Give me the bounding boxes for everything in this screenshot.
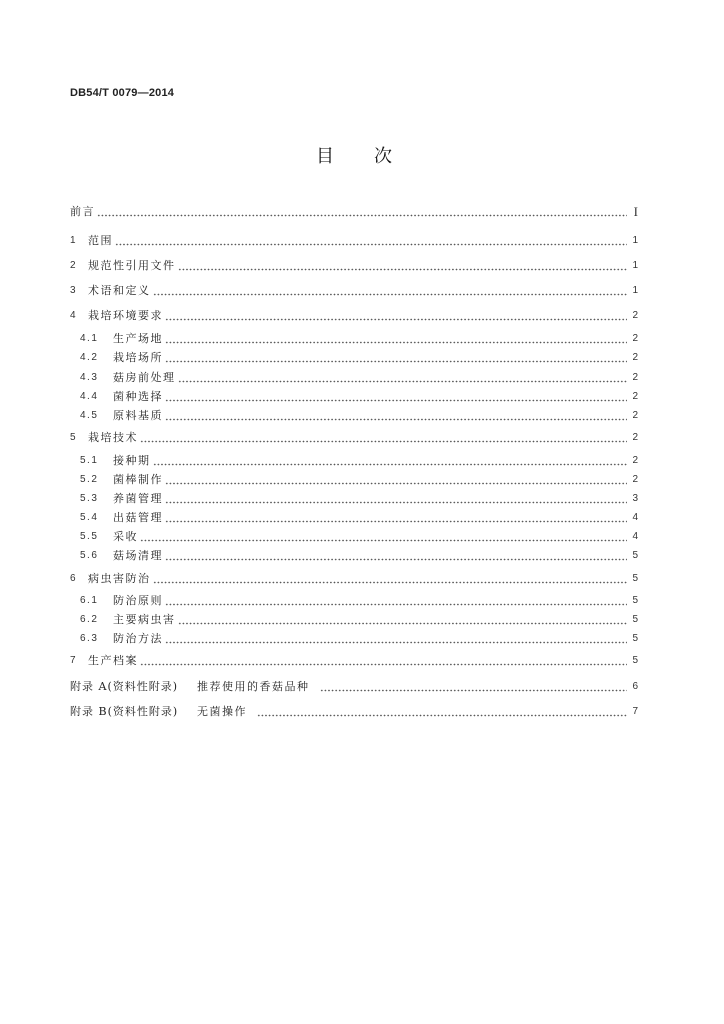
- toc-entry-4-1[interactable]: [80, 332, 638, 346]
- dot-leader: [165, 492, 627, 506]
- toc-entry-title: 病虫害防治: [88, 572, 151, 585]
- toc-entry-page: 5: [632, 633, 638, 644]
- toc-entry-page: 2: [632, 352, 638, 363]
- toc-entry-4-5[interactable]: [80, 409, 638, 423]
- toc-entry-title: 原料基质: [113, 409, 163, 422]
- toc-entry-4-2[interactable]: [80, 351, 638, 365]
- toc-entry-5-6[interactable]: [80, 549, 638, 563]
- toc-entry-number: 5.5: [80, 531, 99, 542]
- toc-entry-title: 推荐使用的香菇品种: [197, 680, 310, 693]
- toc-entry-number: 4.3: [80, 372, 99, 383]
- dot-leader: [320, 680, 628, 694]
- toc-entry-number: 5.2: [80, 474, 99, 485]
- toc-entry-title: 出菇管理: [113, 511, 163, 524]
- toc-entry-title: 规范性引用文件: [88, 259, 176, 272]
- toc-entry-number: 6: [70, 573, 76, 584]
- dot-leader: [178, 613, 628, 627]
- dot-leader: [140, 530, 627, 544]
- toc-entry-page: I: [633, 204, 638, 219]
- toc-entry-number: 5.6: [80, 550, 99, 561]
- toc-entry-number: 6.3: [80, 633, 99, 644]
- toc-entry-page: 2: [632, 391, 638, 402]
- toc-entry-number: 2: [70, 260, 76, 271]
- toc-entry-number: 4.5: [80, 410, 99, 421]
- toc-entry-title: 前言: [70, 205, 95, 218]
- dot-leader: [165, 309, 627, 323]
- dot-leader: [165, 632, 627, 646]
- toc-entry-appendix-a[interactable]: [70, 680, 638, 694]
- toc-entry-page: 2: [632, 310, 638, 321]
- toc-entry-page: 7: [632, 706, 638, 717]
- dot-leader: [153, 572, 628, 586]
- toc-entry-page: 2: [632, 372, 638, 383]
- toc-entry-page: 5: [632, 614, 638, 625]
- toc-entry-title: 防治方法: [113, 632, 163, 645]
- toc-entry-number: 4.4: [80, 391, 99, 402]
- toc-entry-title: 无菌操作: [197, 705, 247, 718]
- toc-entry-title: 生产场地: [113, 332, 163, 345]
- toc-entry-page: 1: [632, 235, 638, 246]
- toc-entry-title: 养菌管理: [113, 492, 163, 505]
- toc-entry-5-5[interactable]: [80, 530, 638, 544]
- toc-entry-6-2[interactable]: [80, 613, 638, 627]
- toc-entry-page: 2: [632, 410, 638, 421]
- toc-entry-5-4[interactable]: [80, 511, 638, 525]
- toc-entry-5-3[interactable]: [80, 492, 638, 506]
- toc-entry-page: 5: [632, 550, 638, 561]
- dot-leader: [165, 390, 627, 404]
- toc-entry-page: 3: [632, 493, 638, 504]
- toc-entry-number: 4.2: [80, 352, 99, 363]
- toc-entry-page: 4: [632, 512, 638, 523]
- dot-leader: [165, 549, 627, 563]
- page-title: 目次: [316, 146, 432, 167]
- toc-entry-page: 4: [632, 531, 638, 542]
- dot-leader: [153, 284, 628, 298]
- toc-entry-title: 主要病虫害: [113, 613, 176, 626]
- toc-entry-4-3[interactable]: [80, 371, 638, 385]
- toc-entry-title: 栽培场所: [113, 351, 163, 364]
- toc-entry-title: 生产档案: [88, 654, 138, 667]
- toc-entry-1[interactable]: [70, 234, 638, 248]
- toc-entry-title: 菇房前处理: [113, 371, 176, 384]
- toc-entry-page: 2: [632, 432, 638, 443]
- toc-entry-number: 5.4: [80, 512, 99, 523]
- toc-entry-page: 2: [632, 474, 638, 485]
- toc-entry-4[interactable]: [70, 309, 638, 323]
- toc-entry-title: 栽培环境要求: [88, 309, 163, 322]
- toc-entry-number: 4: [70, 310, 76, 321]
- toc-entry-6-1[interactable]: [80, 594, 638, 608]
- toc-entry-page: 1: [632, 260, 638, 271]
- toc-appendix-designator: 附录 A(资料性附录): [70, 680, 179, 693]
- toc-entry-title: 范围: [88, 234, 113, 247]
- dot-leader: [165, 473, 627, 487]
- toc-entry-title: 采收: [113, 530, 138, 543]
- toc-entry-page: 1: [632, 285, 638, 296]
- toc-entry-number: 1: [70, 235, 76, 246]
- toc-entry-number: 5.3: [80, 493, 99, 504]
- toc-entry-title: 菌种选择: [113, 390, 163, 403]
- document-code-header: DB54/T 0079—2014: [70, 87, 175, 99]
- toc-entry-title: 术语和定义: [88, 284, 151, 297]
- toc-entry-4-4[interactable]: [80, 390, 638, 404]
- toc-entry-6-3[interactable]: [80, 632, 638, 646]
- toc-entry-number: 4.1: [80, 333, 99, 344]
- toc-appendix-designator: 附录 B(资料性附录): [70, 705, 179, 718]
- toc-entry-number: 3: [70, 285, 76, 296]
- toc-entry-page: 5: [632, 573, 638, 584]
- dot-leader: [165, 332, 627, 346]
- dot-leader: [165, 351, 627, 365]
- dot-leader: [165, 594, 627, 608]
- toc-entry-5-1[interactable]: [80, 454, 638, 468]
- dot-leader: [165, 511, 627, 525]
- toc-entry-title: 接种期: [113, 454, 151, 467]
- toc-entry-number: 5.1: [80, 455, 99, 466]
- dot-leader: [97, 205, 627, 219]
- dot-leader: [257, 705, 627, 719]
- toc-entry-page: 2: [632, 333, 638, 344]
- toc-entry-title: 菇场清理: [113, 549, 163, 562]
- toc-entry-5[interactable]: [70, 431, 638, 445]
- toc-entry-title: 栽培技术: [88, 431, 138, 444]
- toc-entry-page: 6: [632, 681, 638, 692]
- toc-entry-page: 5: [632, 595, 638, 606]
- toc-entry-title: 防治原则: [113, 594, 163, 607]
- toc-entry-2[interactable]: [70, 259, 638, 273]
- toc-entry-number: 6.1: [80, 595, 99, 606]
- toc-entry-number: 7: [70, 655, 76, 666]
- toc-entry-5-2[interactable]: [80, 473, 638, 487]
- toc-entry-number: 6.2: [80, 614, 99, 625]
- dot-leader: [153, 454, 628, 468]
- dot-leader: [178, 371, 628, 385]
- toc-entry-7[interactable]: [70, 654, 638, 668]
- toc-entry-6[interactable]: [70, 572, 638, 586]
- toc-entry-3[interactable]: [70, 284, 638, 298]
- toc-entry-number: 5: [70, 432, 76, 443]
- dot-leader: [165, 409, 627, 423]
- toc-entry-page: 5: [632, 655, 638, 666]
- toc-entry-preface[interactable]: [70, 205, 638, 219]
- toc-entry-appendix-b[interactable]: [70, 705, 638, 719]
- toc-entry-page: 2: [632, 455, 638, 466]
- dot-leader: [140, 654, 627, 668]
- dot-leader: [115, 234, 627, 248]
- dot-leader: [178, 259, 628, 273]
- dot-leader: [140, 431, 627, 445]
- toc-entry-title: 菌棒制作: [113, 473, 163, 486]
